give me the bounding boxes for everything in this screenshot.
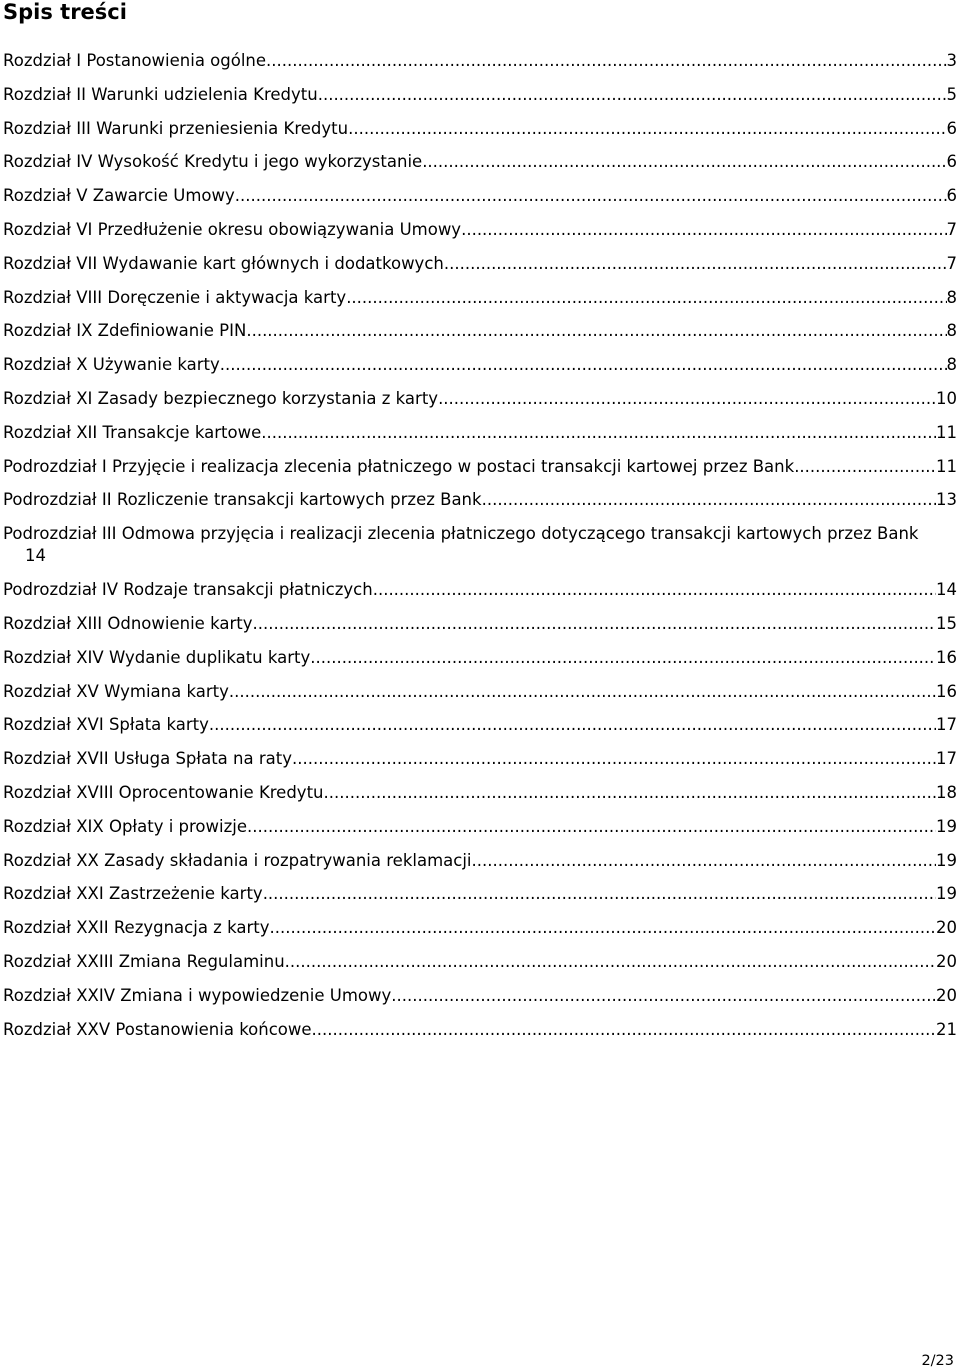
toc-dot-leader (422, 151, 946, 173)
toc-entry-page: 7 (946, 219, 957, 239)
toc-entry-label: Podrozdział IV Rodzaje transakcji płatniczych (3, 580, 373, 600)
toc-entry[interactable] (3, 523, 957, 567)
toc-entry[interactable] (3, 320, 957, 342)
toc-dot-leader (263, 883, 936, 905)
toc-entry-page: 5 (946, 84, 957, 104)
toc-entry-page: 15 (936, 613, 957, 633)
toc-entry-page: 11 (936, 422, 957, 442)
toc-entry[interactable] (3, 388, 957, 410)
toc-entry-page: 16 (936, 647, 957, 667)
toc-dot-leader (444, 253, 947, 275)
toc-entry-label: Rozdział X Używanie karty (3, 355, 220, 375)
toc-entry-label: Rozdział VII Wydawanie kart głównych i dodatkowych (3, 253, 444, 273)
toc-entry[interactable] (3, 681, 957, 703)
toc-entry-label: Rozdział XXIV Zmiana i wypowiedzenie Umowy (3, 985, 392, 1005)
toc-entry[interactable] (3, 84, 957, 106)
toc-entry-page: 7 (946, 253, 957, 273)
toc-entry-page: 21 (936, 1019, 957, 1039)
toc-entry[interactable] (3, 354, 957, 376)
toc-dot-leader (310, 647, 936, 669)
toc-entry-page: 8 (946, 355, 957, 375)
toc-entry-page: 3 (946, 51, 957, 70)
toc-entry-label: Rozdział XXV Postanowienia końcowe (3, 1019, 312, 1039)
toc-entry-page: 17 (936, 715, 957, 735)
toc-entry[interactable] (3, 714, 957, 736)
toc-dot-leader (438, 388, 936, 410)
toc-title: Spis treści (3, 0, 127, 24)
toc-entry-page: 14 (25, 546, 46, 566)
toc-dot-leader (461, 219, 946, 241)
toc-entry-label: Podrozdział III Odmowa przyjęcia i realizacji zlecenia płatniczego dotyczącego transakcji kartowych przez Bank (3, 524, 919, 544)
toc-entry[interactable] (3, 50, 957, 72)
toc-entry-page: 8 (946, 287, 957, 307)
toc-entry-label: Rozdział XIII Odnowienie karty (3, 613, 253, 633)
toc-entry-page: 10 (936, 388, 957, 408)
toc-dot-leader (472, 850, 937, 872)
toc-dot-leader (312, 1019, 936, 1041)
toc-dot-leader (292, 748, 936, 770)
toc-entry-label: Rozdział XV Wymiana karty (3, 681, 229, 701)
toc-entry-page: 18 (936, 782, 957, 802)
toc-entry-label: Rozdział XXII Rezygnacja z karty (3, 918, 270, 938)
toc-entry-label: Rozdział V Zawarcie Umowy (3, 186, 235, 206)
toc-entry-page: 11 (936, 456, 957, 476)
toc-entry[interactable] (3, 253, 957, 275)
toc-entry[interactable] (3, 185, 957, 207)
toc-entry-page: 17 (936, 749, 957, 769)
toc-entry-label: Rozdział IV Wysokość Kredytu i jego wykorzystanie (3, 152, 423, 172)
toc-entry[interactable] (3, 985, 957, 1007)
page-number: 2/23 (921, 1353, 954, 1369)
toc-entry-page: 19 (936, 884, 957, 904)
toc-entry[interactable] (3, 647, 957, 669)
table-of-contents (3, 50, 957, 1052)
toc-entry-label: Rozdział VIII Doręczenie i aktywacja karty (3, 287, 347, 307)
toc-entry-label: Rozdział XIX Opłaty i prowizje (3, 816, 247, 836)
toc-dot-leader (794, 456, 936, 478)
toc-entry-page: 16 (936, 681, 957, 701)
toc-dot-leader (324, 782, 936, 804)
toc-entry-label: Rozdział III Warunki przeniesienia Kredytu (3, 118, 349, 138)
toc-entry[interactable] (3, 219, 957, 241)
toc-dot-leader (373, 579, 936, 601)
toc-dot-leader (229, 681, 936, 703)
toc-entry[interactable] (3, 883, 957, 905)
toc-entry-label: Rozdział XXIII Zmiana Regulaminu (3, 951, 285, 971)
toc-entry-label: Podrozdział II Rozliczenie transakcji kartowych przez Bank (3, 490, 482, 510)
toc-entry-page: 13 (936, 490, 957, 510)
toc-entry-label: Rozdział XI Zasady bezpiecznego korzystania z karty (3, 388, 439, 408)
toc-entry[interactable] (3, 287, 957, 309)
toc-entry-page: 8 (946, 321, 957, 341)
toc-dot-leader (266, 50, 946, 72)
toc-entry[interactable] (3, 151, 957, 173)
toc-entry[interactable] (3, 118, 957, 140)
toc-entry-label: Podrozdział I Przyjęcie i realizacja zlecenia płatniczego w postaci transakcji kartowej przez Bank (3, 456, 795, 476)
toc-entry[interactable] (3, 456, 957, 478)
toc-entry-label: Rozdział XVIII Oprocentowanie Kredytu (3, 782, 324, 802)
toc-entry[interactable] (3, 613, 957, 635)
toc-dot-leader (348, 118, 946, 140)
toc-entry-page: 6 (946, 152, 957, 172)
toc-entry[interactable] (3, 748, 957, 770)
toc-entry-page: 20 (936, 918, 957, 938)
toc-entry[interactable] (3, 782, 957, 804)
toc-entry-label: Rozdział XII Transakcje kartowe (3, 422, 262, 442)
toc-entry[interactable] (3, 917, 957, 939)
toc-entry-label: Rozdział XVII Usługa Spłata na raty (3, 749, 292, 769)
toc-entry-label: Rozdział VI Przedłużenie okresu obowiązywania Umowy (3, 219, 462, 239)
toc-entry[interactable] (3, 1019, 957, 1041)
toc-entry-page: 6 (946, 118, 957, 138)
toc-dot-leader (346, 287, 946, 309)
toc-entry[interactable] (3, 951, 957, 973)
toc-dot-leader (209, 714, 936, 736)
toc-dot-leader (318, 84, 947, 106)
toc-dot-leader (247, 816, 936, 838)
toc-dot-leader (235, 185, 947, 207)
toc-dot-leader (252, 613, 936, 635)
toc-entry-label: Rozdział XIV Wydanie duplikatu karty (3, 647, 311, 667)
toc-entry-page: 14 (936, 580, 957, 600)
toc-entry[interactable] (3, 816, 957, 838)
toc-entry[interactable] (3, 579, 957, 601)
toc-entry-label: Rozdział XXI Zastrzeżenie karty (3, 884, 263, 904)
toc-entry-label: Rozdział II Warunki udzielenia Kredytu (3, 84, 318, 104)
toc-dot-leader (246, 320, 946, 342)
toc-entry-page: 6 (946, 186, 957, 206)
toc-entry-page: 19 (936, 816, 957, 836)
toc-entry-page: 20 (936, 985, 957, 1005)
toc-dot-leader (285, 951, 936, 973)
toc-dot-leader (269, 917, 936, 939)
toc-entry-label: Rozdział I Postanowienia ogólne (3, 51, 267, 70)
toc-entry[interactable] (3, 489, 957, 511)
toc-entry-page: 19 (936, 850, 957, 870)
toc-dot-leader (482, 489, 936, 511)
toc-entry-label: Rozdział XVI Spłata karty (3, 715, 209, 735)
toc-dot-leader (261, 422, 936, 444)
toc-entry[interactable] (3, 850, 957, 872)
toc-entry[interactable] (3, 422, 957, 444)
toc-dot-leader (391, 985, 936, 1007)
toc-entry-label: Rozdział XX Zasady składania i rozpatrywania reklamacji (3, 850, 472, 870)
toc-entry-page: 20 (936, 951, 957, 971)
toc-dot-leader (220, 354, 947, 376)
toc-entry-label: Rozdział IX Zdefiniowanie PIN (3, 321, 247, 341)
